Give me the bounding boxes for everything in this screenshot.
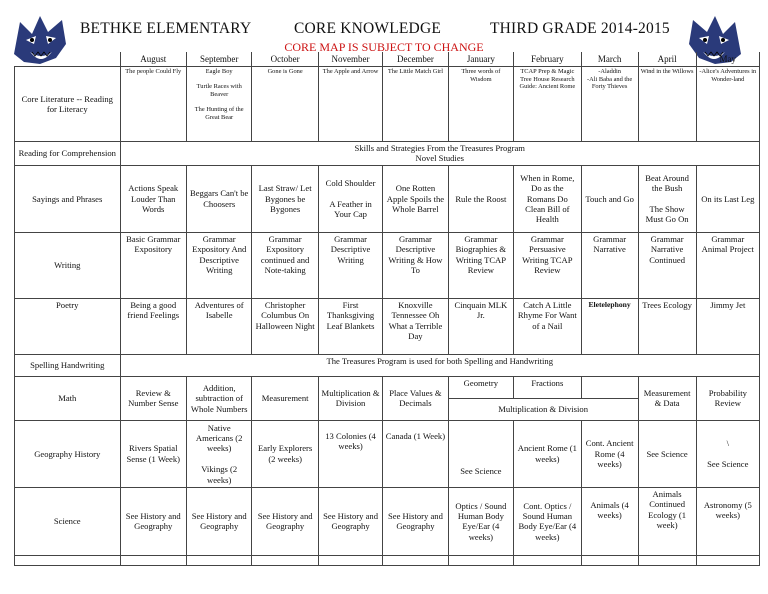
row-label: Sayings and Phrases bbox=[15, 165, 121, 232]
science-cell: See History and Geography bbox=[252, 487, 318, 555]
lit-cell: Gone is Gone bbox=[252, 67, 318, 142]
lit-cell: -Alice's Adventures in Wonder-land bbox=[696, 67, 759, 142]
poetry-cell: Cinquain MLK Jr. bbox=[448, 298, 513, 354]
poetry-row bbox=[15, 298, 760, 354]
empty-cell bbox=[448, 555, 513, 565]
poetry-cell: Eletelephony bbox=[581, 298, 638, 354]
geo-cell: See Science bbox=[638, 420, 696, 487]
math-row bbox=[15, 376, 760, 398]
poetry-cell: Adventures of Isabelle bbox=[186, 298, 251, 354]
geo-cell: Native Americans (2 weeks) Vikings (2 weeks) bbox=[186, 420, 251, 487]
geo-cell: Ancient Rome (1 weeks) bbox=[514, 420, 582, 487]
reading-program-cell bbox=[120, 142, 759, 166]
month-header: May bbox=[696, 52, 759, 67]
month-header: November bbox=[318, 52, 382, 67]
empty-cell bbox=[696, 555, 759, 565]
poetry-cell: Trees Ecology bbox=[638, 298, 696, 354]
writing-cell: Grammar Descriptive Writing & How To bbox=[383, 232, 448, 298]
document-header bbox=[80, 20, 700, 42]
month-header: February bbox=[514, 52, 582, 67]
change-notice: CORE MAP IS SUBJECT TO CHANGE bbox=[284, 40, 484, 54]
writing-cell: Grammar Expository And Descriptive Writing bbox=[186, 232, 251, 298]
writing-cell: Grammar Persuasive Writing TCAP Review bbox=[514, 232, 582, 298]
geo-cell: Early Explorers (2 weeks) bbox=[252, 420, 318, 487]
subject-title: CORE KNOWLEDGE bbox=[294, 20, 442, 37]
row-label: Poetry bbox=[15, 298, 121, 354]
sayings-cell: Rule the Roost bbox=[448, 165, 513, 232]
sayings-row bbox=[15, 165, 760, 232]
empty-cell bbox=[514, 555, 582, 565]
month-header: January bbox=[448, 52, 513, 67]
geo-cell: Rivers Spatial Sense (1 Week) bbox=[120, 420, 186, 487]
row-label: Reading for Comprehension bbox=[15, 142, 121, 166]
geography-row bbox=[15, 420, 760, 487]
math-cell: Measurement & Data bbox=[638, 376, 696, 420]
sayings-cell: Touch and Go bbox=[581, 165, 638, 232]
science-cell: Astronomy (5 weeks) bbox=[696, 487, 759, 555]
school-name: BETHKE ELEMENTARY bbox=[80, 20, 252, 37]
row-label: Spelling Handwriting bbox=[15, 354, 121, 376]
month-header: April bbox=[638, 52, 696, 67]
month-header: December bbox=[383, 52, 448, 67]
empty-cell bbox=[383, 555, 448, 565]
math-cell: Measurement bbox=[252, 376, 318, 420]
row-label: Geography History bbox=[15, 420, 121, 487]
writing-cell: Basic Grammar Expository bbox=[120, 232, 186, 298]
science-cell: Animals Continued Ecology (1 week) bbox=[638, 487, 696, 555]
math-span-cell: Multiplication & Division bbox=[448, 398, 638, 420]
empty-cell bbox=[318, 555, 382, 565]
sayings-cell: Actions Speak Louder Than Words bbox=[120, 165, 186, 232]
lit-cell: Eagle Boy Turtle Races with Beaver The Hunting of the Great Bear bbox=[186, 67, 251, 142]
month-header: September bbox=[186, 52, 251, 67]
sayings-cell: When in Rome, Do as the Romans Do Clean Bill of Health bbox=[514, 165, 582, 232]
month-header-row bbox=[15, 52, 760, 67]
science-cell: Optics / Sound Human Body Eye/Ear (4 weeks) bbox=[448, 487, 513, 555]
month-header: October bbox=[252, 52, 318, 67]
geo-cell: \ See Science bbox=[696, 420, 759, 487]
math-cell: Place Values & Decimals bbox=[383, 376, 448, 420]
empty-cell bbox=[15, 555, 121, 565]
lit-cell: Three words of Wisdom bbox=[448, 67, 513, 142]
poetry-cell: Knoxville Tennessee Oh What a Terrible Day bbox=[383, 298, 448, 354]
month-header: March bbox=[581, 52, 638, 67]
row-label: Core Literature -- Reading for Literacy bbox=[15, 67, 121, 142]
science-cell: See History and Geography bbox=[318, 487, 382, 555]
writing-cell: Grammar Biographies & Writing TCAP Review bbox=[448, 232, 513, 298]
spelling-program-cell: The Treasures Program is used for both Spelling and Handwriting bbox=[120, 354, 759, 376]
core-literature-row bbox=[15, 67, 760, 142]
math-cell: Multiplication & Division bbox=[318, 376, 382, 420]
science-cell: Cont. Optics / Sound Human Body Eye/Ear (4 weeks) bbox=[514, 487, 582, 555]
lit-cell: TCAP Prep & Magic Tree House Research Guide: Ancient Rome bbox=[514, 67, 582, 142]
writing-cell: Grammar Descriptive Writing bbox=[318, 232, 382, 298]
lit-cell: Wind in the Willows bbox=[638, 67, 696, 142]
lit-cell: The Little Match Girl bbox=[383, 67, 448, 142]
sayings-cell: On its Last Leg bbox=[696, 165, 759, 232]
math-cell: Addition, subtraction of Whole Numbers bbox=[186, 376, 251, 420]
grade-year: THIRD GRADE 2014-2015 bbox=[490, 20, 670, 37]
science-cell: See History and Geography bbox=[186, 487, 251, 555]
math-cell: Review & Number Sense bbox=[120, 376, 186, 420]
lit-cell: The people Could Fly bbox=[120, 67, 186, 142]
science-cell: Animals (4 weeks) bbox=[581, 487, 638, 555]
empty-row bbox=[15, 555, 760, 565]
writing-cell: Grammar Narrative Continued bbox=[638, 232, 696, 298]
geo-cell: 13 Colonies (4 weeks) bbox=[318, 420, 382, 487]
row-label: Writing bbox=[15, 232, 121, 298]
month-header: August bbox=[120, 52, 186, 67]
science-row bbox=[15, 487, 760, 555]
reading-program-text: Skills and Strategies From the Treasures Program bbox=[354, 143, 525, 153]
geo-cell: Cont. Ancient Rome (4 weeks) bbox=[581, 420, 638, 487]
geo-cell: See Science bbox=[448, 420, 513, 487]
empty-cell bbox=[186, 555, 251, 565]
sayings-cell: Beat Around the Bush The Show Must Go On bbox=[638, 165, 696, 232]
lit-cell: The Apple and Arrow bbox=[318, 67, 382, 142]
sayings-cell: Last Straw/ Let Bygones be Bygones bbox=[252, 165, 318, 232]
writing-row bbox=[15, 232, 760, 298]
spelling-row bbox=[15, 354, 760, 376]
poetry-cell: Being a good friend Feelings bbox=[120, 298, 186, 354]
writing-cell: Grammar Animal Project bbox=[696, 232, 759, 298]
writing-cell: Grammar Narrative bbox=[581, 232, 638, 298]
empty-cell bbox=[638, 555, 696, 565]
math-cell: Fractions bbox=[514, 376, 582, 398]
math-cell-empty bbox=[581, 376, 638, 398]
core-map-table bbox=[14, 52, 760, 566]
poetry-cell: Jimmy Jet bbox=[696, 298, 759, 354]
poetry-cell: Catch A Little Rhyme For Want of a Nail bbox=[514, 298, 582, 354]
sayings-cell: Cold Shoulder A Feather in Your Cap bbox=[318, 165, 382, 232]
poetry-cell: Christopher Columbus On Halloween Night bbox=[252, 298, 318, 354]
math-cell: Probability Review bbox=[696, 376, 759, 420]
writing-cell: Grammar Expository continued and Note-taking bbox=[252, 232, 318, 298]
geo-cell: Canada (1 Week) bbox=[383, 420, 448, 487]
poetry-cell: First Thanksgiving Leaf Blankets bbox=[318, 298, 382, 354]
reading-row bbox=[15, 142, 760, 166]
novel-studies-text: Novel Studies bbox=[415, 153, 464, 164]
lit-cell: -Aladdin -Ali Baba and the Forty Thieves bbox=[581, 67, 638, 142]
row-label: Math bbox=[15, 376, 121, 420]
science-cell: See History and Geography bbox=[120, 487, 186, 555]
math-cell: Geometry bbox=[448, 376, 513, 398]
corner-cell bbox=[15, 52, 121, 67]
empty-cell bbox=[581, 555, 638, 565]
science-cell: See History and Geography bbox=[383, 487, 448, 555]
empty-cell bbox=[252, 555, 318, 565]
row-label: Science bbox=[15, 487, 121, 555]
empty-cell bbox=[120, 555, 186, 565]
sayings-cell: Beggars Can't be Choosers bbox=[186, 165, 251, 232]
sayings-cell: One Rotten Apple Spoils the Whole Barrel bbox=[383, 165, 448, 232]
